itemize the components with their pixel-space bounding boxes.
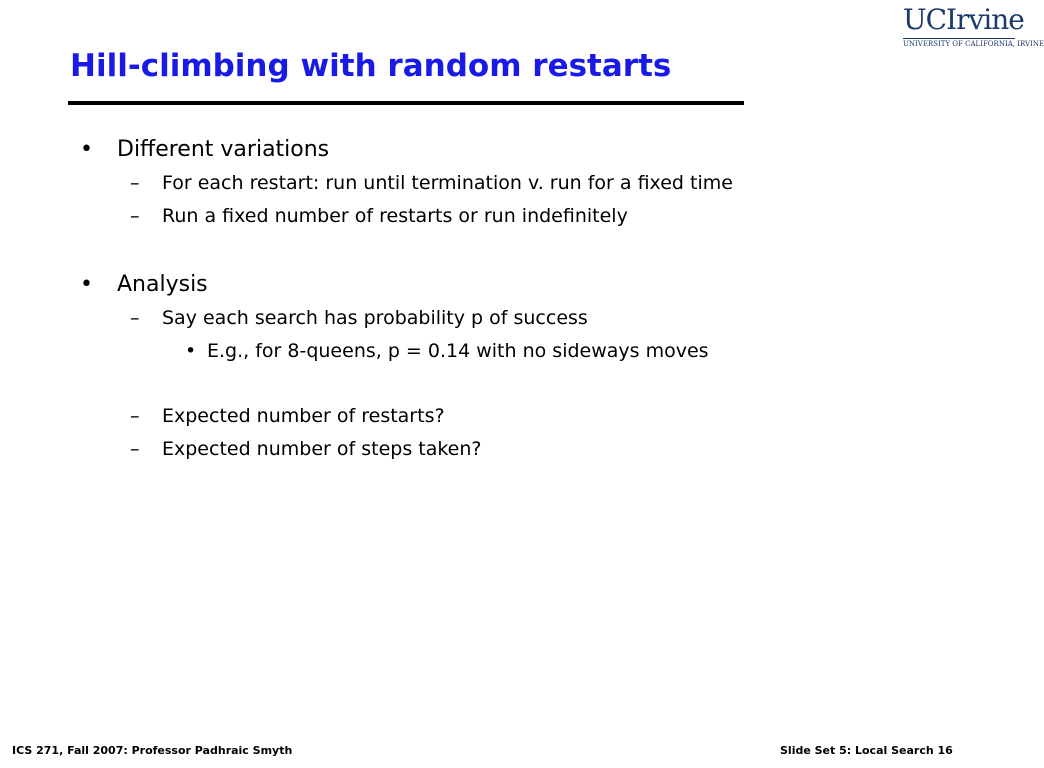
dash-marker: – [130,405,140,427]
dash-marker: – [130,307,140,329]
bullet-marker: • [185,340,197,362]
subsubitem-8-queens-example: E.g., for 8-queens, p = 0.14 with no sideways moves [207,340,709,362]
subitem-restart-termination: For each restart: run until termination v. run for a fixed time [162,172,733,194]
logo-wordmark: UCIrvine [903,3,1024,36]
dash-marker: – [130,205,140,227]
footer-slide-number: Slide Set 5: Local Search 16 [780,744,953,757]
dash-marker: – [130,438,140,460]
ucirvine-logo [903,3,1044,48]
bullet-marker: • [80,272,93,297]
title-underline [68,101,744,105]
footer-course-info: ICS 271, Fall 2007: Professor Padhraic Smyth [12,744,293,757]
subitem-fixed-number-restarts: Run a fixed number of restarts or run indefinitely [162,205,628,227]
bullet-marker: • [80,137,93,162]
bullet-analysis: Analysis [117,272,208,297]
slide-title: Hill-climbing with random restarts [70,48,672,84]
subitem-expected-steps: Expected number of steps taken? [162,438,482,460]
subitem-probability-success: Say each search has probability p of success [162,307,588,329]
logo-subtitle: UNIVERSITY OF CALIFORNIA, IRVINE [903,40,1044,48]
dash-marker: – [130,172,140,194]
subitem-expected-restarts: Expected number of restarts? [162,405,445,427]
bullet-different-variations: Different variations [117,137,330,162]
